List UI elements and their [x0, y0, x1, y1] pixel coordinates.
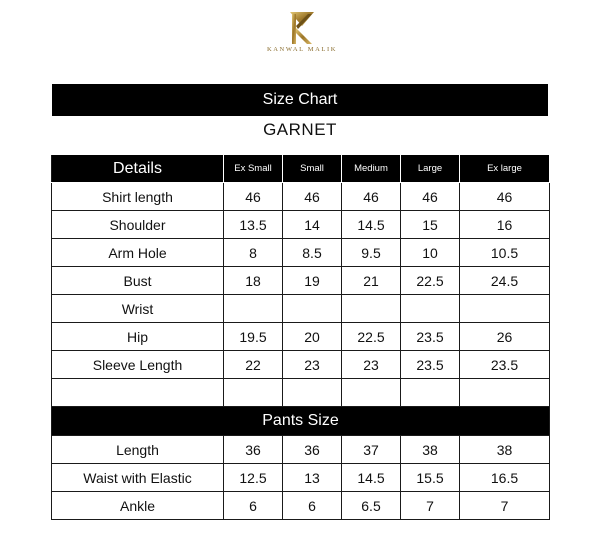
- measurement-cell: 6: [224, 492, 283, 520]
- measurement-cell: 23.5: [460, 351, 550, 379]
- row-label: Bust: [52, 267, 224, 295]
- measurement-cell: 13.5: [224, 211, 283, 239]
- column-header-ex-large: Ex large: [460, 155, 550, 183]
- measurement-cell: [460, 295, 550, 323]
- measurement-cell: [224, 379, 283, 407]
- measurement-cell: 13: [283, 464, 342, 492]
- measurement-cell: 20: [283, 323, 342, 351]
- row-label: Ankle: [52, 492, 224, 520]
- measurement-cell: 6.5: [342, 492, 401, 520]
- table-header-row: [52, 155, 550, 183]
- measurement-cell: 23: [283, 351, 342, 379]
- column-header-ex-small: Ex Small: [224, 155, 283, 183]
- measurement-cell: [401, 379, 460, 407]
- measurement-cell: 46: [460, 183, 550, 211]
- row-label: Shirt length: [52, 183, 224, 211]
- measurement-cell: [342, 379, 401, 407]
- measurement-cell: 36: [224, 436, 283, 464]
- brand-name: KANWAL MALIK: [266, 46, 338, 53]
- measurement-cell: [401, 295, 460, 323]
- measurement-cell: 22.5: [401, 267, 460, 295]
- row-label: Hip: [52, 323, 224, 351]
- measurement-cell: [283, 295, 342, 323]
- measurement-cell: 37: [342, 436, 401, 464]
- measurement-cell: 14.5: [342, 464, 401, 492]
- table-row: [52, 464, 550, 492]
- measurement-cell: [283, 379, 342, 407]
- measurement-cell: 46: [283, 183, 342, 211]
- table-row: [52, 351, 550, 379]
- measurement-cell: 21: [342, 267, 401, 295]
- pants-measurements: [52, 436, 550, 520]
- column-header-medium: Medium: [342, 155, 401, 183]
- measurement-cell: 14: [283, 211, 342, 239]
- measurement-cell: 6: [283, 492, 342, 520]
- measurement-cell: [342, 295, 401, 323]
- row-label: Arm Hole: [52, 239, 224, 267]
- measurement-cell: 46: [224, 183, 283, 211]
- measurement-cell: 24.5: [460, 267, 550, 295]
- row-label: Shoulder: [52, 211, 224, 239]
- product-name: GARNET: [263, 120, 337, 139]
- measurement-cell: 8.5: [283, 239, 342, 267]
- measurement-cell: 16: [460, 211, 550, 239]
- column-header-details: Details: [52, 155, 224, 183]
- table-row: [52, 267, 550, 295]
- measurement-cell: 46: [401, 183, 460, 211]
- shirt-measurements: [52, 183, 550, 407]
- measurement-cell: 14.5: [342, 211, 401, 239]
- table-row: [52, 492, 550, 520]
- measurement-cell: 36: [283, 436, 342, 464]
- measurement-cell: 19: [283, 267, 342, 295]
- measurement-cell: 8: [224, 239, 283, 267]
- measurement-cell: 22: [224, 351, 283, 379]
- measurement-cell: [224, 295, 283, 323]
- measurement-cell: 15.5: [401, 464, 460, 492]
- pants-size-heading: Pants Size: [52, 407, 550, 436]
- table-row: [52, 183, 550, 211]
- measurement-cell: 9.5: [342, 239, 401, 267]
- size-chart-banner: Size Chart: [52, 84, 548, 116]
- table-row: [52, 436, 550, 464]
- table-row: [52, 295, 550, 323]
- measurement-cell: 23: [342, 351, 401, 379]
- measurement-cell: [460, 379, 550, 407]
- row-label: Waist with Elastic: [52, 464, 224, 492]
- measurement-cell: 22.5: [342, 323, 401, 351]
- table-row: [52, 323, 550, 351]
- measurement-cell: 7: [460, 492, 550, 520]
- row-label: [52, 379, 224, 407]
- measurement-cell: 46: [342, 183, 401, 211]
- measurement-cell: 10.5: [460, 239, 550, 267]
- measurement-cell: 38: [460, 436, 550, 464]
- size-chart-table: [51, 154, 550, 520]
- column-header-large: Large: [401, 155, 460, 183]
- measurement-cell: 19.5: [224, 323, 283, 351]
- kanwal-malik-monogram-icon: [282, 8, 322, 48]
- measurement-cell: 16.5: [460, 464, 550, 492]
- measurement-cell: 26: [460, 323, 550, 351]
- table-row: [52, 239, 550, 267]
- measurement-cell: 38: [401, 436, 460, 464]
- measurement-cell: 10: [401, 239, 460, 267]
- column-header-small: Small: [283, 155, 342, 183]
- table-row: [52, 211, 550, 239]
- row-label: Wrist: [52, 295, 224, 323]
- measurement-cell: 18: [224, 267, 283, 295]
- row-label: Sleeve Length: [52, 351, 224, 379]
- measurement-cell: 7: [401, 492, 460, 520]
- row-label: Length: [52, 436, 224, 464]
- measurement-cell: 15: [401, 211, 460, 239]
- measurement-cell: 12.5: [224, 464, 283, 492]
- table-row: [52, 379, 550, 407]
- measurement-cell: 23.5: [401, 351, 460, 379]
- measurement-cell: 23.5: [401, 323, 460, 351]
- pants-size-section: [52, 407, 550, 436]
